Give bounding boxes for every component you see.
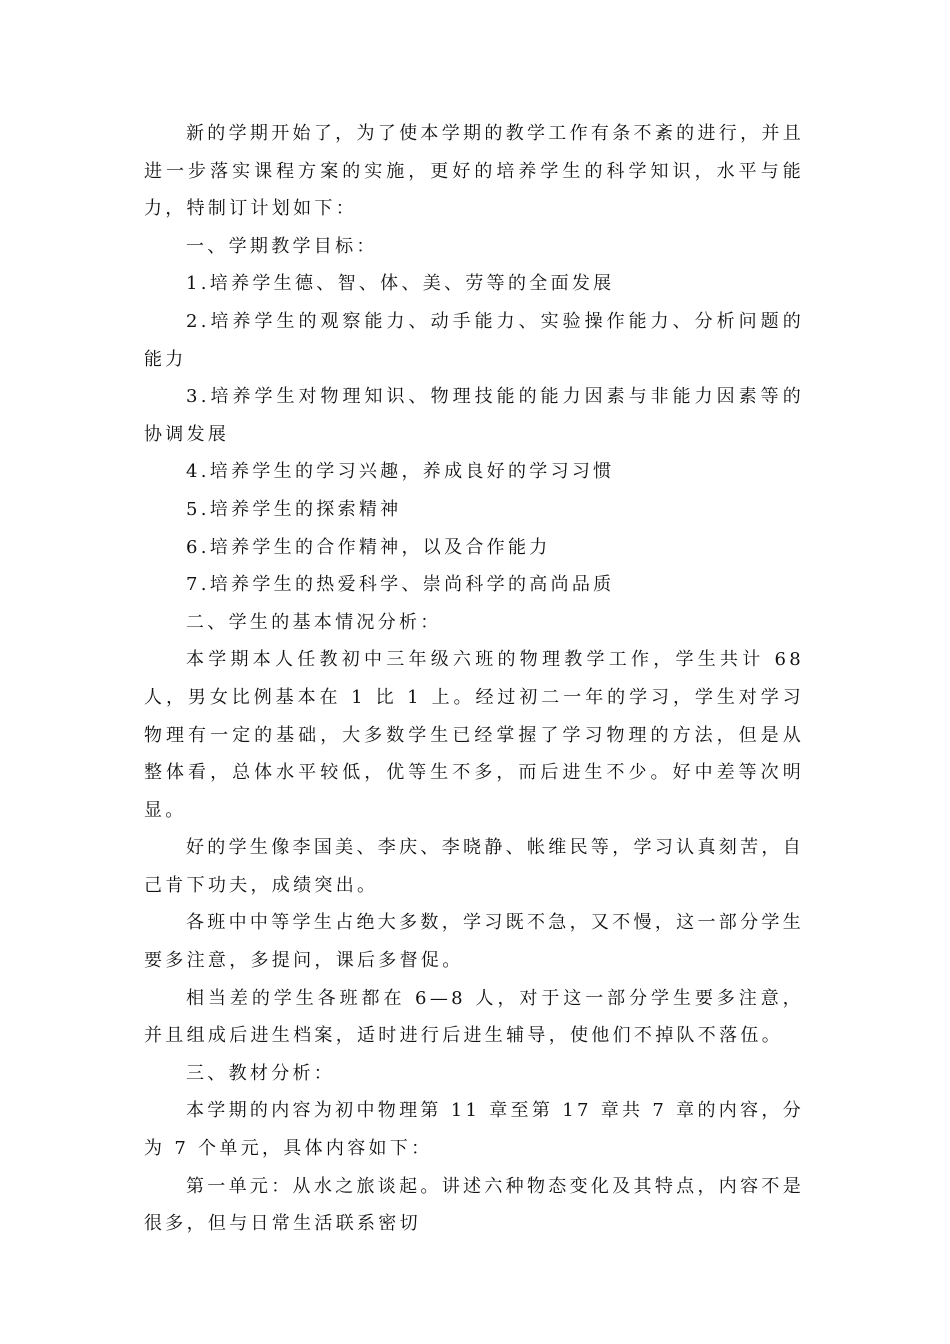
section-heading-students: 二、学生的基本情况分析： <box>186 611 442 633</box>
goal-item: 2.培养学生的观察能力、动手能力、实验操作能力、分析问题的能力 <box>144 310 804 370</box>
document-body <box>144 115 804 1243</box>
goal-item: 7.培养学生的热爱科学、崇尚科学的高尚品质 <box>186 574 615 596</box>
goal-item: 5.培养学生的探索精神 <box>186 498 402 520</box>
goal-item: 6.培养学生的合作精神，以及合作能力 <box>186 536 551 558</box>
section-heading-goals: 一、学期教学目标： <box>186 235 378 257</box>
body-paragraph: 好的学生像李国美、李庆、李晓静、帐维民等，学习认真刻苦，自己肯下功夫，成绩突出。 <box>144 837 804 896</box>
body-paragraph: 相当差的学生各班都在 6—8 人，对于这一部分学生要多注意，并且组成后进生档案，适时进行后进生辅导，使他们不掉队不落伍。 <box>144 987 804 1047</box>
goal-item: 3.培养学生对物理知识、物理技能的能力因素与非能力因素等的协调发展 <box>144 386 804 445</box>
intro-paragraph: 新的学期开始了，为了使本学期的教学工作有条不紊的进行，并且进一步落实课程方案的实施，更好的培养学生的科学知识，水平与能力，特制订计划如下： <box>144 123 804 220</box>
body-paragraph: 第一单元：从水之旅谈起。讲述六种物态变化及其特点，内容不是很多，但与日常生活联系密切 <box>144 1175 804 1235</box>
goal-item: 1.培养学生德、智、体、美、劳等的全面发展 <box>186 273 615 295</box>
body-paragraph: 各班中中等学生占绝大多数，学习既不急，又不慢，这一部分学生要多注意，多提问，课后多督促。 <box>144 912 804 972</box>
section-heading-materials: 三、教材分析： <box>186 1062 336 1084</box>
body-paragraph: 本学期本人任教初中三年级六班的物理教学工作，学生共计 68 人，男女比例基本在 1 比 1 上。经过初二一年的学习，学生对学习物理有一定的基础，大多数学生已经掌握了学习物理的方法，但是从整体看，总体水平较低，优等生不多，而后进生不少。好中差等次明显。 <box>144 649 804 821</box>
body-paragraph: 本学期的内容为初中物理第 11 章至第 17 章共 7 章的内容，分为 7 个单元，具体内容如下： <box>144 1100 804 1160</box>
goal-item: 4.培养学生的学习兴趣，养成良好的学习习惯 <box>186 461 615 483</box>
